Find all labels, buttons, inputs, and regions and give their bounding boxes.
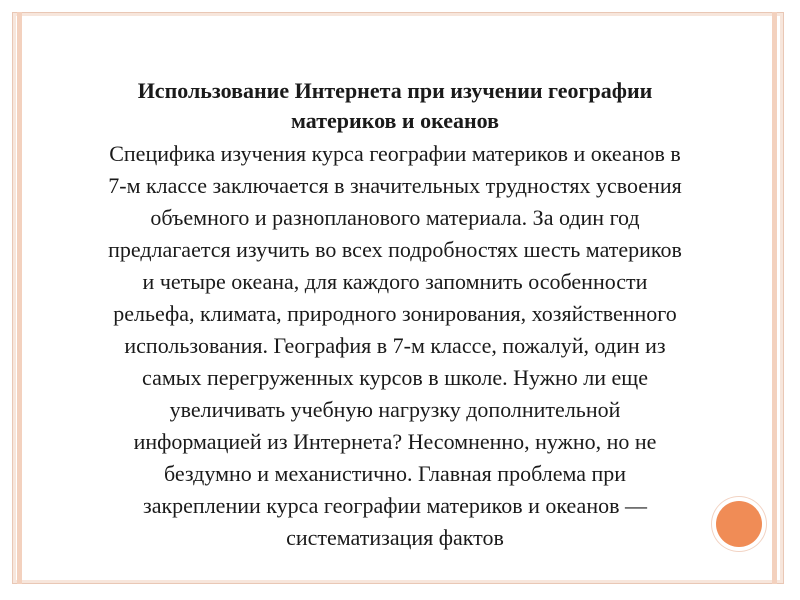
slide-body-text: Специфика изучения курса географии материков и океанов в 7-м классе заключается в значительных трудностях усвоения объемного и разнопланового материала. За один год предлагается изучить во всех подробностях шесть материков и четыре океана, для каждого запомнить особенности рельефа, климата, природного зонирования, хозяйственного использования. География в 7-м классе, пожалуй, один из самых перегруженных курсов в школе. Нужно ли еще увеличивать учебную нагрузку дополнительной информацией из Интернета? Несомненно, нужно, но не бездумно и механистично. Главная проблема при закреплении курса географии материков и океанов — систематизация фактов <box>108 141 682 550</box>
slide-content <box>40 76 750 554</box>
decorative-circle-icon <box>716 501 762 547</box>
left-decorative-rail <box>17 12 22 584</box>
slide-title: Использование Интернета при изучении географии материков и океанов <box>137 78 653 133</box>
right-decorative-rail <box>772 12 777 584</box>
